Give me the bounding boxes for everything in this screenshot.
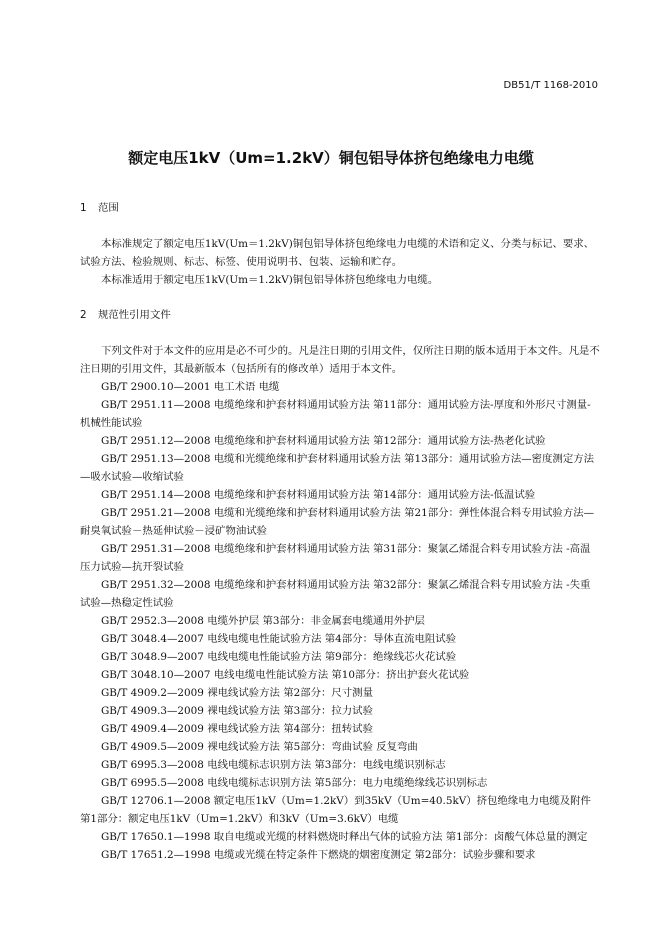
section-title: 规范性引用文件: [98, 309, 171, 321]
reference-code: GB/T 4909.4—2009: [101, 723, 204, 735]
reference-item: [80, 486, 600, 504]
reference-title: 电线电缆标志识别方法 第3部分：电线电缆识别标志: [207, 759, 446, 771]
reference-title: 电缆绝缘和护套材料通用试验方法 第11部分：通用试验方法-厚度和外形尺寸测量-机械性能试验: [80, 399, 591, 429]
reference-title: 电缆绝缘和护套材料通用试验方法 第31部分：聚氯乙烯混合料专用试验方法 -高温压力试验—抗开裂试验: [80, 543, 591, 573]
reference-code: GB/T 4909.2—2009: [101, 687, 204, 699]
reference-item: [80, 612, 600, 630]
reference-title: 电线电缆电性能试验方法 第4部分：导体直流电阻试验: [207, 633, 457, 645]
reference-title: 电线电缆电性能试验方法 第9部分：绝缘线芯火花试验: [207, 651, 457, 663]
reference-title: 电缆外护层 第3部分：非金属套电缆通用外护层: [207, 615, 425, 627]
reference-code: GB/T 12706.1—2008: [101, 795, 211, 807]
reference-title: 电缆和光缆绝缘和护套材料通用试验方法 第13部分：通用试验方法—密度测定方法—吸水试验—收缩试验: [80, 453, 594, 483]
reference-title: 电线电缆电性能试验方法 第10部分：挤出护套火花试验: [213, 669, 470, 681]
reference-title: 电工术语 电缆: [213, 381, 280, 393]
reference-item: [80, 576, 600, 612]
reference-title: 裸电线试验方法 第3部分：拉力试验: [207, 705, 373, 717]
reference-item: [80, 738, 600, 756]
reference-title: 电缆和光缆绝缘和护套材料通用试验方法 第21部分：弹性体混合料专用试验方法—耐臭氧试验－热延伸试验－浸矿物油试验: [80, 507, 594, 537]
reference-code: GB/T 4909.3—2009: [101, 705, 204, 717]
reference-code: GB/T 2951.12—2008: [101, 435, 211, 447]
section-title: 范围: [98, 202, 119, 214]
section-heading-scope: [80, 199, 600, 217]
standard-code: DB51/T 1168-2010: [503, 80, 598, 91]
reference-code: GB/T 2951.31—2008: [101, 543, 211, 555]
reference-code: GB/T 4909.5—2009: [101, 741, 204, 753]
reference-item: [80, 774, 600, 792]
reference-title: 裸电线试验方法 第4部分：扭转试验: [207, 723, 373, 735]
reference-code: GB/T 3048.10—2007: [101, 669, 211, 681]
reference-item: [80, 648, 600, 666]
reference-title: 电线电缆标志识别方法 第5部分：电力电缆绝缘线芯识别标志: [207, 777, 488, 789]
reference-code: GB/T 3048.4—2007: [101, 633, 204, 645]
reference-code: GB/T 17650.1—1998: [101, 831, 211, 843]
reference-item: [80, 846, 600, 864]
reference-title: 裸电线试验方法 第2部分：尺寸测量: [207, 687, 373, 699]
reference-code: GB/T 3048.9—2007: [101, 651, 204, 663]
scope-paragraph: 本标准规定了额定电压1kV(Um＝1.2kV)铜包铝导体挤包绝缘电力电缆的术语和定义、分类与标记、要求、试验方法、检验规则、标志、标签、使用说明书、包装、运输和贮存。: [80, 238, 595, 268]
reference-item: [80, 702, 600, 720]
reference-title: 裸电线试验方法 第5部分：弯曲试验 反复弯曲: [207, 741, 418, 753]
reference-code: GB/T 2951.11—2008: [101, 399, 211, 411]
reference-code: GB/T 2951.21—2008: [101, 507, 211, 519]
reference-item: [80, 720, 600, 738]
reference-list: [80, 378, 600, 864]
reference-item: [80, 504, 600, 540]
document-body: [80, 199, 600, 864]
reference-item: [80, 792, 600, 828]
scope-paragraph: 本标准适用于额定电压1kV(Um＝1.2kV)铜包铝导体挤包绝缘电力电缆。: [101, 274, 439, 286]
reference-item: [80, 378, 600, 396]
reference-title: 电缆绝缘和护套材料通用试验方法 第32部分：聚氯乙烯混合料专用试验方法 -失重试验—热稳定性试验: [80, 579, 591, 609]
reference-item: [80, 432, 600, 450]
section-number: 2: [80, 309, 87, 321]
references-intro-paragraph: 下列文件对于本文件的应用是必不可少的。凡是注日期的引用文件，仅所注日期的版本适用于本文件。凡是不注日期的引用文件，其最新版本（包括所有的修改单）适用于本文件。: [80, 345, 600, 375]
reference-code: GB/T 6995.5—2008: [101, 777, 204, 789]
reference-title: 取自电缆或光缆的材料燃烧时释出气体的试验方法 第1部分：卤酸气体总量的测定: [213, 831, 588, 843]
reference-item: [80, 666, 600, 684]
reference-code: GB/T 17651.2—1998: [101, 849, 211, 861]
reference-item: [80, 630, 600, 648]
reference-code: GB/T 2951.32—2008: [101, 579, 211, 591]
reference-item: [80, 828, 600, 846]
reference-code: GB/T 2952.3—2008: [101, 615, 204, 627]
reference-title: 额定电压1kV（Um=1.2kV）到35kV（Um=40.5kV）挤包绝缘电力电缆及附件 第1部分：额定电压1kV（Um=1.2kV）和3kV（Um=3.6kV）电缆: [80, 795, 591, 825]
reference-item: [80, 756, 600, 774]
reference-code: GB/T 2951.13—2008: [101, 453, 211, 465]
section-number: 1: [80, 202, 87, 214]
reference-item: [80, 396, 600, 432]
reference-title: 电缆或光缆在特定条件下燃烧的烟密度测定 第2部分：试验步骤和要求: [213, 849, 536, 861]
document-title: 额定电压1kV（Um=1.2kV）铜包铝导体挤包绝缘电力电缆: [128, 149, 534, 167]
reference-title: 电缆绝缘和护套材料通用试验方法 第12部分：通用试验方法-热老化试验: [213, 435, 546, 447]
reference-code: GB/T 2951.14—2008: [101, 489, 211, 501]
reference-code: GB/T 6995.3—2008: [101, 759, 204, 771]
reference-code: GB/T 2900.10—2001: [101, 381, 211, 393]
reference-item: [80, 540, 600, 576]
reference-item: [80, 450, 600, 486]
reference-item: [80, 684, 600, 702]
section-heading-normative-references: [80, 306, 600, 324]
reference-title: 电缆绝缘和护套材料通用试验方法 第14部分：通用试验方法-低温试验: [213, 489, 536, 501]
